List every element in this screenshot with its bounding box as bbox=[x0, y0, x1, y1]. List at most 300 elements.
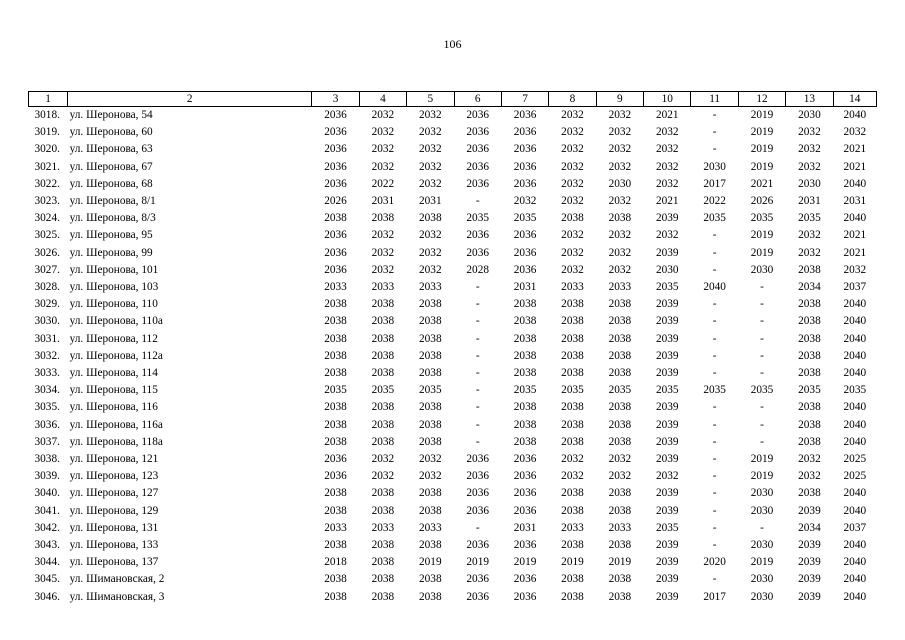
row-value-col-13: 2032 bbox=[798, 470, 821, 483]
row-value-col-10: 2039 bbox=[655, 435, 679, 448]
row-number: 3035. bbox=[34, 401, 60, 414]
row-number: 3032. bbox=[34, 349, 60, 362]
row-value-col-7: 2036 bbox=[513, 453, 537, 466]
table-row bbox=[29, 348, 877, 365]
header-cell-14: 14 bbox=[833, 92, 876, 107]
row-value-col-10: 2039 bbox=[655, 315, 679, 328]
row-value-col-11: - bbox=[712, 539, 717, 552]
row-value-col-4: 2038 bbox=[371, 590, 395, 603]
row-value-col-6: - bbox=[475, 521, 480, 534]
table-row bbox=[29, 554, 877, 571]
table-row bbox=[29, 434, 877, 451]
row-value-col-13: 2035 bbox=[798, 384, 821, 397]
table-row bbox=[29, 485, 877, 502]
row-value-col-10: 2039 bbox=[655, 556, 679, 569]
row-value-col-7: 2036 bbox=[513, 126, 537, 139]
row-value-col-3: 2036 bbox=[324, 160, 347, 173]
row-value-col-7: 2038 bbox=[513, 349, 537, 362]
row-value-col-11: 2022 bbox=[703, 195, 726, 208]
header-cell-3: 3 bbox=[312, 92, 359, 107]
row-value-col-4: 2038 bbox=[371, 298, 395, 311]
row-value-col-10: 2039 bbox=[655, 453, 679, 466]
row-address: ул. Шеронова, 99 bbox=[69, 246, 153, 259]
row-value-col-11: - bbox=[712, 332, 717, 345]
row-value-col-5: 2032 bbox=[419, 126, 442, 139]
row-value-col-7: 2036 bbox=[513, 109, 537, 121]
row-value-col-14: 2040 bbox=[843, 435, 867, 448]
header-cell-2: 2 bbox=[68, 92, 312, 107]
row-number: 3018. bbox=[34, 109, 60, 121]
row-value-col-9: 2038 bbox=[608, 590, 632, 603]
row-value-col-13: 2030 bbox=[798, 177, 821, 190]
row-value-col-3: 2033 bbox=[324, 521, 347, 534]
row-value-col-5: 2038 bbox=[419, 212, 442, 225]
row-value-col-9: 2033 bbox=[608, 521, 632, 534]
row-value-col-8: 2032 bbox=[561, 470, 584, 483]
row-value-col-8: 2038 bbox=[561, 487, 584, 500]
row-value-col-6: - bbox=[475, 281, 480, 294]
row-value-col-10: 2039 bbox=[655, 367, 679, 380]
row-value-col-13: 2038 bbox=[798, 367, 821, 380]
row-value-col-3: 2036 bbox=[324, 453, 347, 466]
row-value-col-5: 2038 bbox=[419, 401, 442, 414]
row-value-col-6: 2035 bbox=[466, 212, 489, 225]
row-value-col-6: 2036 bbox=[466, 177, 489, 190]
row-value-col-12: 2021 bbox=[750, 177, 774, 190]
row-value-col-4: 2032 bbox=[371, 109, 395, 121]
row-value-col-4: 2032 bbox=[371, 126, 395, 139]
row-value-col-12: 2019 bbox=[750, 126, 774, 139]
table-body bbox=[29, 107, 877, 606]
table-row bbox=[29, 279, 877, 296]
row-value-col-5: 2032 bbox=[419, 143, 442, 156]
row-value-col-14: 2040 bbox=[843, 487, 867, 500]
row-value-col-8: 2038 bbox=[561, 435, 584, 448]
row-number: 3022. bbox=[34, 177, 60, 190]
row-value-col-8: 2038 bbox=[561, 332, 584, 345]
row-value-col-4: 2038 bbox=[371, 435, 395, 448]
row-value-col-14: 2032 bbox=[843, 263, 867, 276]
row-number: 3045. bbox=[34, 573, 60, 586]
row-value-col-7: 2036 bbox=[513, 590, 537, 603]
row-value-col-10: 2035 bbox=[655, 281, 679, 294]
row-value-col-14: 2040 bbox=[843, 332, 867, 345]
header-cell-4: 4 bbox=[359, 92, 406, 107]
row-value-col-8: 2038 bbox=[561, 349, 584, 362]
row-value-col-5: 2032 bbox=[419, 229, 442, 242]
row-value-col-11: 2020 bbox=[703, 556, 726, 569]
row-value-col-4: 2032 bbox=[371, 453, 395, 466]
row-value-col-12: 2019 bbox=[750, 470, 774, 483]
header-cell-5: 5 bbox=[407, 92, 454, 107]
row-value-col-4: 2038 bbox=[371, 401, 395, 414]
row-address: ул. Шеронова, 110а bbox=[69, 315, 163, 328]
row-value-col-5: 2032 bbox=[419, 246, 442, 259]
row-value-col-12: - bbox=[760, 367, 764, 380]
row-number: 3029. bbox=[34, 298, 60, 311]
row-value-col-10: 2039 bbox=[655, 573, 679, 586]
row-value-col-4: 2038 bbox=[371, 332, 395, 345]
row-value-col-3: 2038 bbox=[324, 212, 347, 225]
row-value-col-9: 2032 bbox=[608, 229, 632, 242]
row-value-col-6: 2036 bbox=[466, 453, 489, 466]
row-value-col-10: 2039 bbox=[655, 487, 679, 500]
row-number: 3036. bbox=[34, 418, 60, 431]
row-value-col-9: 2038 bbox=[608, 504, 632, 517]
row-value-col-5: 2031 bbox=[419, 195, 442, 208]
row-value-col-8: 2038 bbox=[561, 298, 584, 311]
row-value-col-9: 2038 bbox=[608, 367, 632, 380]
row-value-col-5: 2038 bbox=[419, 332, 442, 345]
row-value-col-12: 2030 bbox=[750, 504, 774, 517]
row-value-col-4: 2031 bbox=[371, 195, 395, 208]
row-value-col-11: 2017 bbox=[703, 590, 726, 603]
row-number: 3046. bbox=[34, 590, 60, 603]
row-value-col-7: 2036 bbox=[513, 246, 537, 259]
row-value-col-13: 2038 bbox=[798, 487, 821, 500]
row-value-col-8: 2035 bbox=[561, 384, 584, 397]
row-value-col-8: 2032 bbox=[561, 177, 584, 190]
row-number: 3028. bbox=[34, 281, 60, 294]
row-value-col-12: - bbox=[760, 349, 764, 362]
row-value-col-10: 2039 bbox=[655, 212, 679, 225]
row-value-col-6: - bbox=[475, 367, 480, 380]
row-number: 3020. bbox=[34, 143, 60, 156]
row-value-col-4: 2032 bbox=[371, 470, 395, 483]
row-value-col-14: 2035 bbox=[843, 384, 867, 397]
header-row bbox=[29, 92, 877, 107]
row-value-col-9: 2038 bbox=[608, 573, 632, 586]
row-value-col-8: 2032 bbox=[561, 109, 584, 121]
row-value-col-14: 2040 bbox=[843, 401, 867, 414]
row-value-col-14: 2021 bbox=[843, 143, 867, 156]
row-value-col-13: 2039 bbox=[798, 556, 821, 569]
row-value-col-14: 2040 bbox=[843, 177, 867, 190]
row-value-col-8: 2038 bbox=[561, 590, 584, 603]
row-number: 3040. bbox=[34, 487, 60, 500]
row-address: ул. Шеронова, 115 bbox=[69, 384, 158, 397]
row-value-col-6: 2036 bbox=[466, 590, 489, 603]
row-value-col-7: 2038 bbox=[513, 332, 537, 345]
row-number: 3044. bbox=[34, 556, 60, 569]
row-value-col-5: 2033 bbox=[419, 281, 442, 294]
row-value-col-8: 2038 bbox=[561, 367, 584, 380]
table-row bbox=[29, 313, 877, 330]
row-value-col-8: 2032 bbox=[561, 126, 584, 139]
row-value-col-9: 2030 bbox=[608, 177, 632, 190]
row-value-col-14: 2040 bbox=[843, 504, 867, 517]
row-value-col-14: 2040 bbox=[843, 298, 867, 311]
row-value-col-13: 2038 bbox=[798, 401, 821, 414]
row-number: 3030. bbox=[34, 315, 60, 328]
table-row bbox=[29, 262, 877, 279]
row-value-col-11: - bbox=[712, 109, 717, 121]
row-value-col-10: 2032 bbox=[655, 160, 679, 173]
row-value-col-5: 2019 bbox=[419, 556, 442, 569]
row-value-col-5: 2038 bbox=[419, 435, 442, 448]
row-value-col-3: 2038 bbox=[324, 298, 347, 311]
row-value-col-12: 2026 bbox=[750, 195, 774, 208]
page-number: 106 bbox=[443, 37, 462, 51]
row-value-col-8: 2038 bbox=[561, 573, 584, 586]
row-value-col-7: 2036 bbox=[513, 160, 537, 173]
row-value-col-12: 2035 bbox=[750, 384, 774, 397]
row-value-col-5: 2038 bbox=[419, 298, 442, 311]
table-row bbox=[29, 210, 877, 227]
row-value-col-9: 2033 bbox=[608, 281, 632, 294]
row-value-col-7: 2032 bbox=[513, 195, 537, 208]
row-value-col-6: 2036 bbox=[466, 246, 489, 259]
row-value-col-6: 2028 bbox=[466, 263, 489, 276]
row-number: 3021. bbox=[34, 160, 60, 173]
row-value-col-7: 2036 bbox=[513, 573, 537, 586]
row-value-col-4: 2038 bbox=[371, 418, 395, 431]
row-value-col-4: 2038 bbox=[371, 573, 395, 586]
row-value-col-7: 2036 bbox=[513, 504, 537, 517]
header-cell-11: 11 bbox=[691, 92, 738, 107]
row-address: ул. Шимановская, 3 bbox=[69, 590, 165, 603]
row-value-col-7: 2038 bbox=[513, 298, 537, 311]
row-value-col-11: - bbox=[712, 126, 717, 139]
row-address: ул. Шеронова, 116 bbox=[69, 401, 158, 414]
row-address: ул. Шеронова, 101 bbox=[69, 263, 159, 276]
row-number: 3034. bbox=[34, 384, 60, 397]
row-value-col-12: - bbox=[760, 332, 764, 345]
row-value-col-12: 2019 bbox=[750, 246, 774, 259]
row-value-col-6: - bbox=[475, 349, 480, 362]
row-value-col-14: 2031 bbox=[843, 195, 867, 208]
row-value-col-5: 2038 bbox=[419, 539, 442, 552]
row-value-col-7: 2036 bbox=[513, 177, 537, 190]
row-number: 3039. bbox=[34, 470, 60, 483]
row-value-col-11: 2030 bbox=[703, 160, 726, 173]
row-value-col-5: 2038 bbox=[419, 504, 442, 517]
table-row bbox=[29, 365, 877, 382]
row-value-col-5: 2038 bbox=[419, 367, 442, 380]
row-value-col-8: 2038 bbox=[561, 504, 584, 517]
row-number: 3037. bbox=[34, 435, 60, 448]
row-number: 3026. bbox=[34, 246, 60, 259]
row-value-col-8: 2038 bbox=[561, 539, 584, 552]
header-cell-13: 13 bbox=[786, 92, 833, 107]
row-value-col-5: 2038 bbox=[419, 573, 442, 586]
row-value-col-4: 2038 bbox=[371, 556, 395, 569]
row-value-col-11: - bbox=[712, 246, 717, 259]
row-value-col-14: 2037 bbox=[843, 281, 867, 294]
row-value-col-13: 2038 bbox=[798, 435, 821, 448]
row-value-col-14: 2037 bbox=[843, 521, 867, 534]
row-value-col-7: 2036 bbox=[513, 143, 537, 156]
row-value-col-9: 2032 bbox=[608, 263, 632, 276]
row-value-col-9: 2038 bbox=[608, 315, 632, 328]
row-value-col-6: - bbox=[475, 332, 480, 345]
row-value-col-12: - bbox=[760, 281, 764, 294]
row-address: ул. Шеронова, 116а bbox=[69, 418, 163, 431]
table-row bbox=[29, 124, 877, 141]
row-value-col-3: 2038 bbox=[324, 573, 347, 586]
row-value-col-12: 2030 bbox=[750, 573, 774, 586]
row-value-col-6: 2036 bbox=[466, 487, 489, 500]
row-value-col-3: 2036 bbox=[324, 109, 347, 121]
row-value-col-11: 2040 bbox=[703, 281, 726, 294]
row-value-col-13: 2038 bbox=[798, 349, 821, 362]
table-row bbox=[29, 141, 877, 158]
row-value-col-11: - bbox=[712, 263, 717, 276]
row-value-col-8: 2019 bbox=[561, 556, 584, 569]
row-value-col-7: 2035 bbox=[513, 212, 537, 225]
row-value-col-11: - bbox=[712, 453, 717, 466]
row-value-col-9: 2038 bbox=[608, 401, 632, 414]
row-value-col-7: 2031 bbox=[513, 521, 537, 534]
row-value-col-4: 2038 bbox=[371, 349, 395, 362]
row-value-col-5: 2035 bbox=[419, 384, 442, 397]
row-number: 3019. bbox=[34, 126, 60, 139]
row-value-col-6: 2036 bbox=[466, 573, 489, 586]
row-value-col-13: 2039 bbox=[798, 539, 821, 552]
header-cell-12: 12 bbox=[738, 92, 785, 107]
row-address: ул. Шимановская, 2 bbox=[69, 573, 165, 586]
row-address: ул. Шеронова, 114 bbox=[69, 367, 158, 380]
row-value-col-10: 2039 bbox=[655, 349, 679, 362]
row-value-col-9: 2032 bbox=[608, 143, 632, 156]
row-address: ул. Шеронова, 67 bbox=[69, 160, 153, 173]
row-value-col-12: - bbox=[760, 418, 764, 431]
row-value-col-11: 2035 bbox=[703, 384, 726, 397]
row-address: ул. Шеронова, 123 bbox=[69, 470, 159, 483]
row-value-col-10: 2032 bbox=[655, 229, 679, 242]
row-value-col-7: 2036 bbox=[513, 470, 537, 483]
row-number: 3023. bbox=[34, 195, 60, 208]
row-value-col-10: 2039 bbox=[655, 401, 679, 414]
row-value-col-13: 2038 bbox=[798, 263, 821, 276]
row-value-col-4: 2033 bbox=[371, 521, 395, 534]
row-value-col-13: 2038 bbox=[798, 315, 821, 328]
row-address: ул. Шеронова, 112а bbox=[69, 349, 163, 362]
row-value-col-8: 2038 bbox=[561, 401, 584, 414]
row-value-col-14: 2040 bbox=[843, 556, 867, 569]
row-value-col-3: 2036 bbox=[324, 263, 347, 276]
row-value-col-8: 2032 bbox=[561, 195, 584, 208]
row-value-col-6: - bbox=[475, 195, 480, 208]
row-value-col-13: 2030 bbox=[798, 109, 821, 121]
table-row bbox=[29, 451, 877, 468]
row-value-col-13: 2039 bbox=[798, 573, 821, 586]
row-value-col-12: 2030 bbox=[750, 590, 774, 603]
row-value-col-13: 2032 bbox=[798, 143, 821, 156]
row-value-col-14: 2025 bbox=[843, 470, 867, 483]
row-value-col-4: 2038 bbox=[371, 212, 395, 225]
row-value-col-4: 2032 bbox=[371, 246, 395, 259]
row-value-col-14: 2040 bbox=[843, 573, 867, 586]
row-value-col-3: 2036 bbox=[324, 246, 347, 259]
row-address: ул. Шеронова, 137 bbox=[69, 556, 159, 569]
table-row bbox=[29, 503, 877, 520]
row-value-col-6: 2036 bbox=[466, 143, 489, 156]
row-value-col-6: - bbox=[475, 418, 480, 431]
row-value-col-6: - bbox=[475, 384, 480, 397]
row-value-col-10: 2039 bbox=[655, 504, 679, 517]
row-value-col-10: 2032 bbox=[655, 470, 679, 483]
row-value-col-7: 2038 bbox=[513, 418, 537, 431]
row-value-col-12: 2019 bbox=[750, 556, 774, 569]
row-value-col-10: 2021 bbox=[655, 109, 679, 121]
row-value-col-4: 2038 bbox=[371, 539, 395, 552]
row-value-col-12: 2035 bbox=[750, 212, 774, 225]
row-value-col-6: - bbox=[475, 435, 480, 448]
row-value-col-3: 2036 bbox=[324, 126, 347, 139]
row-value-col-10: 2032 bbox=[655, 126, 679, 139]
row-value-col-11: 2017 bbox=[703, 177, 726, 190]
table-row bbox=[29, 331, 877, 348]
row-value-col-10: 2039 bbox=[655, 298, 679, 311]
row-value-col-10: 2021 bbox=[655, 195, 679, 208]
row-value-col-7: 2038 bbox=[513, 367, 537, 380]
row-value-col-11: - bbox=[712, 418, 717, 431]
row-value-col-5: 2038 bbox=[419, 487, 442, 500]
row-value-col-3: 2038 bbox=[324, 539, 347, 552]
row-value-col-10: 2039 bbox=[655, 332, 679, 345]
row-value-col-14: 2040 bbox=[843, 367, 867, 380]
row-value-col-9: 2032 bbox=[608, 246, 632, 259]
row-value-col-12: - bbox=[760, 435, 764, 448]
row-value-col-4: 2035 bbox=[371, 384, 395, 397]
row-value-col-11: - bbox=[712, 470, 717, 483]
row-value-col-5: 2032 bbox=[419, 263, 442, 276]
row-value-col-7: 2038 bbox=[513, 401, 537, 414]
row-value-col-3: 2038 bbox=[324, 435, 347, 448]
row-value-col-4: 2038 bbox=[371, 367, 395, 380]
row-value-col-13: 2032 bbox=[798, 229, 821, 242]
row-value-col-3: 2018 bbox=[324, 556, 347, 569]
row-value-col-12: 2030 bbox=[750, 487, 774, 500]
row-value-col-6: - bbox=[475, 401, 480, 414]
row-value-col-8: 2032 bbox=[561, 143, 584, 156]
row-value-col-13: 2032 bbox=[798, 126, 821, 139]
row-value-col-4: 2038 bbox=[371, 504, 395, 517]
row-value-col-12: 2019 bbox=[750, 109, 774, 121]
row-value-col-13: 2039 bbox=[798, 504, 821, 517]
row-value-col-14: 2040 bbox=[843, 315, 867, 328]
row-value-col-6: 2036 bbox=[466, 539, 489, 552]
row-value-col-9: 2038 bbox=[608, 487, 632, 500]
row-address: ул. Шеронова, 129 bbox=[69, 504, 159, 517]
row-value-col-5: 2032 bbox=[419, 177, 442, 190]
table-row bbox=[29, 399, 877, 416]
row-value-col-8: 2032 bbox=[561, 229, 584, 242]
row-value-col-9: 2038 bbox=[608, 212, 632, 225]
row-value-col-6: 2036 bbox=[466, 109, 489, 121]
row-address: ул. Шеронова, 121 bbox=[69, 453, 159, 466]
row-value-col-4: 2038 bbox=[371, 315, 395, 328]
row-value-col-3: 2026 bbox=[324, 195, 347, 208]
table-row bbox=[29, 176, 877, 193]
row-value-col-9: 2038 bbox=[608, 539, 632, 552]
header-cell-8: 8 bbox=[549, 92, 596, 107]
header-cell-9: 9 bbox=[596, 92, 643, 107]
row-value-col-9: 2019 bbox=[608, 556, 632, 569]
row-value-col-11: - bbox=[712, 401, 717, 414]
row-value-col-10: 2039 bbox=[655, 246, 679, 259]
row-value-col-13: 2035 bbox=[798, 212, 821, 225]
row-value-col-7: 2035 bbox=[513, 384, 537, 397]
row-value-col-6: - bbox=[475, 298, 480, 311]
row-number: 3031. bbox=[34, 332, 60, 345]
header-cell-1: 1 bbox=[29, 92, 68, 107]
row-value-col-9: 2038 bbox=[608, 418, 632, 431]
row-address: ул. Шеронова, 95 bbox=[69, 229, 153, 242]
row-value-col-13: 2039 bbox=[798, 590, 821, 603]
row-value-col-3: 2033 bbox=[324, 281, 347, 294]
